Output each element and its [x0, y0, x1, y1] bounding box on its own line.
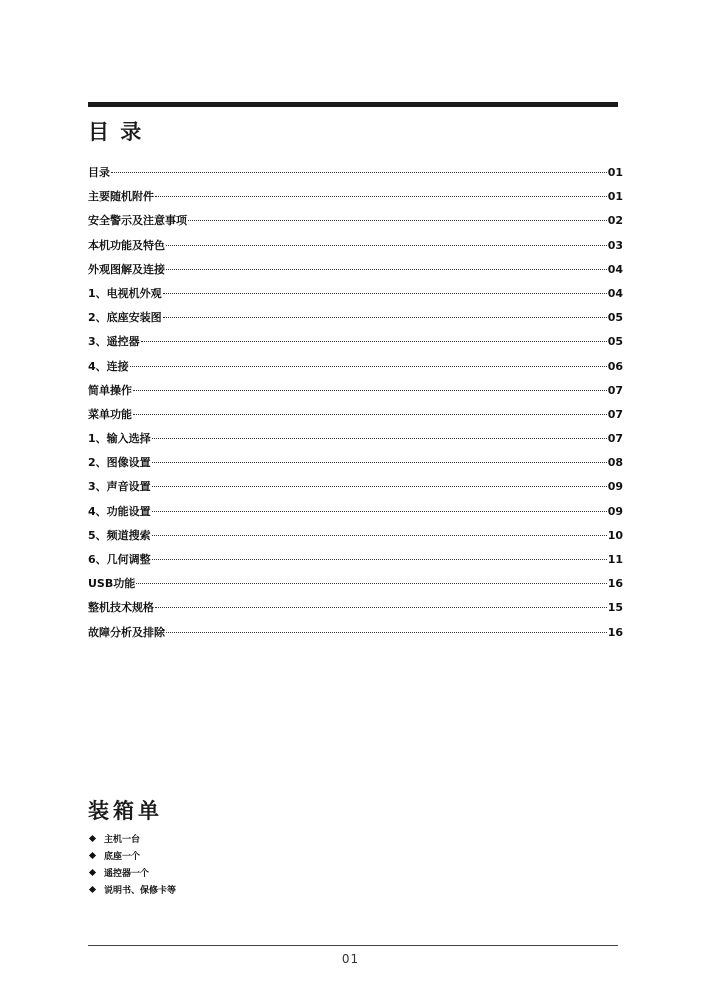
toc-entry-page: 01 — [607, 190, 623, 204]
footer-rule — [88, 945, 618, 946]
toc-entry[interactable] — [88, 261, 623, 285]
toc-entry-label: 3、遥控器 — [88, 335, 140, 349]
toc-entry-page: 05 — [607, 311, 623, 325]
toc-entry-page: 03 — [607, 238, 623, 252]
toc-leader-dots — [152, 559, 607, 560]
toc-entry-label: 1、输入选择 — [88, 432, 151, 446]
toc-entry-page: 05 — [607, 335, 623, 349]
toc-entry-page: 07 — [607, 432, 623, 446]
toc-entry[interactable] — [88, 188, 623, 212]
toc-leader-dots — [136, 583, 606, 584]
toc-entry[interactable] — [88, 478, 623, 502]
toc-entry-label: 2、底座安装图 — [88, 311, 162, 325]
toc-entry[interactable] — [88, 454, 623, 478]
toc-leader-dots — [155, 607, 607, 608]
toc-leader-dots — [163, 317, 607, 318]
toc-entry-label: 6、几何调整 — [88, 553, 151, 566]
toc-entry[interactable] — [88, 599, 623, 623]
toc-leader-dots — [188, 220, 607, 221]
toc-leader-dots — [111, 172, 607, 173]
page-number: 01 — [341, 952, 360, 966]
toc-leader-dots — [152, 535, 607, 536]
toc-entry-page: 16 — [607, 577, 623, 591]
toc-entry-label: 简单操作 — [88, 383, 132, 397]
toc-entry[interactable] — [88, 237, 623, 261]
toc-entry[interactable] — [88, 430, 623, 454]
toc-entry-label: 本机功能及特色 — [88, 238, 165, 252]
toc-entry[interactable] — [88, 551, 623, 575]
toc-entry-page: 11 — [607, 553, 623, 566]
toc-entry-page: 09 — [607, 504, 623, 518]
toc-entry[interactable] — [88, 358, 623, 382]
toc-entry[interactable] — [88, 624, 623, 648]
toc-entry-page: 16 — [607, 625, 623, 639]
toc-entry-page: 15 — [607, 601, 623, 615]
toc-entry-page: 06 — [607, 359, 623, 373]
toc-entry-page: 02 — [607, 214, 623, 228]
toc-entry-label: 目录 — [88, 166, 110, 179]
toc-leader-dots — [155, 196, 607, 197]
packing-list-title: 装箱单 — [88, 799, 163, 823]
diamond-bullet-icon — [89, 886, 96, 893]
top-rule — [88, 102, 618, 107]
packing-list-item — [88, 881, 176, 898]
toc-entry-page: 07 — [607, 407, 623, 421]
toc-leader-dots — [152, 438, 607, 439]
toc-entry-label: 故障分析及排除 — [88, 625, 165, 639]
packing-list — [88, 830, 176, 898]
packing-list-item-label: 底座一个 — [104, 852, 141, 862]
toc-entry-label: 1、电视机外观 — [88, 286, 162, 300]
toc-entry-label: 4、连接 — [88, 359, 129, 373]
toc-leader-dots — [166, 632, 607, 633]
toc-leader-dots — [130, 366, 607, 367]
toc-entry[interactable] — [88, 406, 623, 430]
toc-entry[interactable] — [88, 164, 623, 188]
toc-entry-page: 09 — [607, 480, 623, 494]
toc-entry[interactable] — [88, 212, 623, 236]
toc-entry[interactable] — [88, 527, 623, 551]
toc-entry-page: 08 — [607, 456, 623, 470]
toc-leader-dots — [133, 390, 607, 391]
toc-entry-label: 5、频道搜索 — [88, 528, 151, 542]
toc-leader-dots — [166, 269, 607, 270]
toc-entry-label: 4、功能设置 — [88, 504, 151, 518]
toc-entry-label: 2、图像设置 — [88, 456, 151, 470]
toc-entry-label: 安全警示及注意事项 — [88, 214, 187, 228]
diamond-bullet-icon — [89, 835, 96, 842]
toc-leader-dots — [133, 414, 607, 415]
toc-leader-dots — [152, 486, 607, 487]
packing-list-item — [88, 847, 176, 864]
toc-leader-dots — [163, 293, 607, 294]
toc-entry[interactable] — [88, 333, 623, 357]
toc-leader-dots — [141, 341, 607, 342]
toc-entry-page: 10 — [607, 528, 623, 542]
packing-list-item — [88, 864, 176, 881]
toc-entry-label: 3、声音设置 — [88, 480, 151, 494]
toc-entry-page: 07 — [607, 383, 623, 397]
toc-entry[interactable] — [88, 575, 623, 599]
toc-leader-dots — [152, 511, 607, 512]
toc-entry[interactable] — [88, 503, 623, 527]
toc-leader-dots — [152, 462, 607, 463]
toc-entry[interactable] — [88, 382, 623, 406]
toc-entry-label: 整机技术规格 — [88, 601, 154, 615]
toc-entry[interactable] — [88, 309, 623, 333]
toc-entry[interactable] — [88, 285, 623, 309]
toc-list — [88, 164, 623, 648]
toc-entry-page: 04 — [607, 286, 623, 300]
diamond-bullet-icon — [89, 852, 96, 859]
toc-entry-label: 主要随机附件 — [88, 190, 154, 204]
toc-entry-label: USB功能 — [88, 577, 136, 591]
toc-entry-page: 04 — [607, 262, 623, 276]
toc-title: 目 录 — [88, 120, 144, 144]
packing-list-item — [88, 830, 176, 847]
diamond-bullet-icon — [89, 869, 96, 876]
packing-list-item-label: 遥控器一个 — [104, 869, 150, 879]
packing-list-item-label: 主机一台 — [104, 835, 141, 845]
toc-entry-label: 外观图解及连接 — [88, 262, 165, 276]
packing-list-item-label: 说明书、保修卡等 — [104, 886, 177, 896]
toc-entry-page: 01 — [607, 166, 623, 179]
toc-entry-label: 菜单功能 — [88, 407, 132, 421]
toc-leader-dots — [166, 245, 607, 246]
